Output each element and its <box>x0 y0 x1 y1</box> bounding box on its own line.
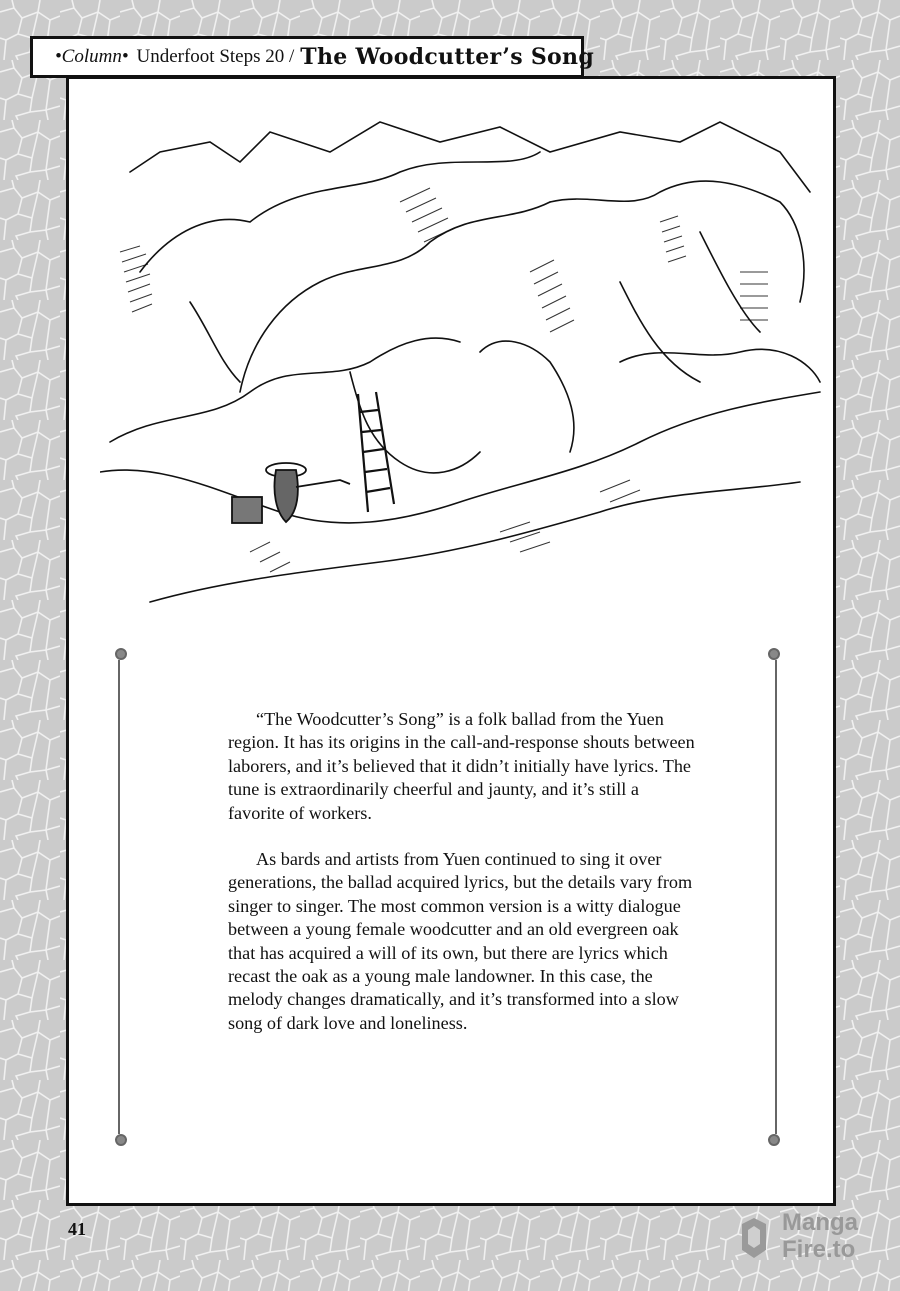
mangafire-watermark <box>734 1204 884 1264</box>
page-number: 41 <box>68 1219 86 1239</box>
column-header <box>30 36 594 78</box>
watermark-line2: Fire.to <box>782 1236 856 1263</box>
cave-ladder-illustration <box>100 112 828 622</box>
paragraph-1: “The Woodcutter’s Song” is a folk ballad from the Yuen region. It has its origins in the call-and-response shouts between laborers, and it’s believed that it didn’t initially have lyrics. The tune is extraordinarily cheerful and jaunty, and it’s still a favorite of workers. <box>228 709 695 823</box>
column-kicker: •Column• <box>55 46 129 67</box>
paragraph-2: As bards and artists from Yuen continued to sing it over generations, the ballad acquired lyrics, but the details vary from singer to singer. The most common version is a witty dialogue between a young female woodcutter and an old evergreen oak that has acquired a will of its own, but there are lyrics which recast the oak as a young male landowner. In this case, the melody changes dramatically, and it’s transformed into a slow song of dark love and loneliness. <box>228 849 693 1033</box>
column-title: The Woodcutter’s Song <box>300 44 594 70</box>
column-body <box>228 708 698 1058</box>
series-label: Underfoot Steps 20 / <box>136 46 295 67</box>
watermark-line1: Manga <box>782 1209 859 1236</box>
